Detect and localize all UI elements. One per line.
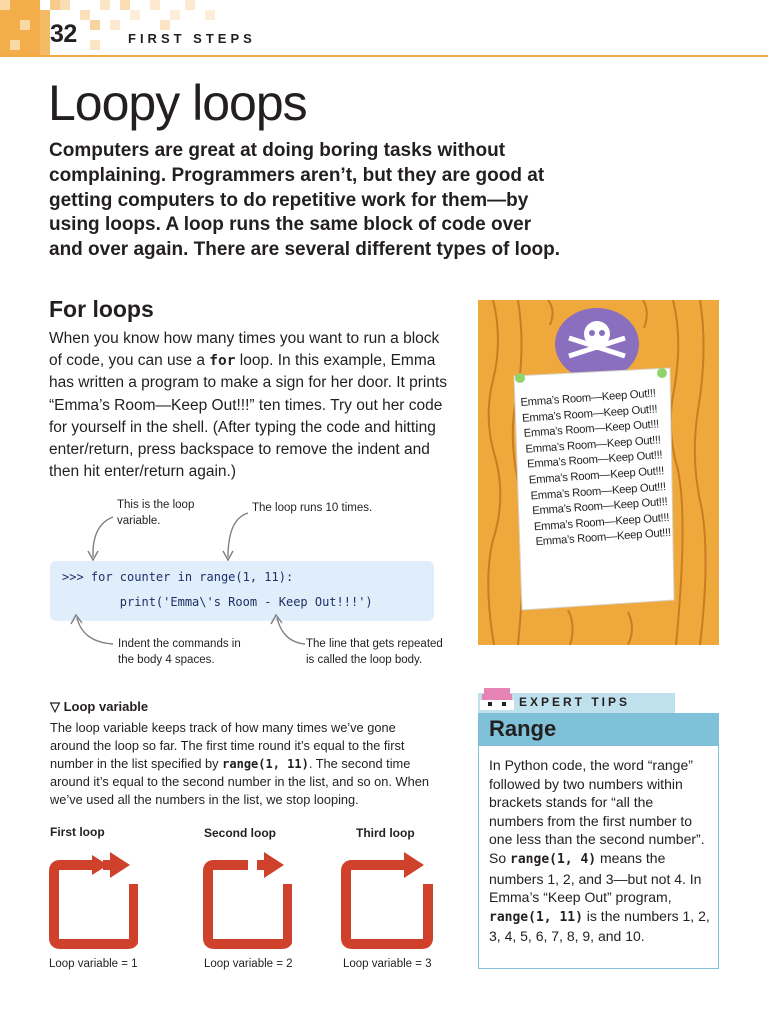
second-loop-caption: Loop variable = 2	[204, 958, 293, 970]
header-pixel-pattern	[0, 0, 230, 56]
page-number: 32	[50, 20, 77, 48]
for-loops-heading: For loops	[49, 296, 154, 322]
annotation-arrows-top	[80, 505, 280, 565]
for-loops-body: When you know how many times you want to run a block of code, you can use a for loop. In this example, Emma has written a program to make a sign for her door. It prints “Emma’s Room—Keep Out!!!” ten times. Try out her code for yourself in the shell. (After typing the code and hitting enter/return, press backspace to remove the indent and then hit enter/return again.)	[49, 330, 448, 481]
third-loop-label: Third loop	[356, 826, 415, 840]
annotation-loop-runs: The loop runs 10 times.	[252, 502, 373, 514]
annotation-indent: Indent the commands in the body 4 spaces.	[118, 638, 241, 666]
first-loop-caption: Loop variable = 1	[49, 958, 138, 970]
loop-variable-body: The loop variable keeps track of how many times we’ve gone around the loop so far. The first time round it’s equal to the first number in the list specified by range(1, 11). The second time around it’s equal to the second number in the list, and so on. When we’ve used all the numbers in the list, we stop looping.	[50, 720, 429, 807]
sign-text-line: Emma’s Room—Keep Out!!!	[528, 465, 665, 487]
sign-text	[520, 385, 690, 552]
third-loop-diagram	[340, 852, 440, 952]
header-divider	[0, 55, 768, 57]
expert-tips-title: Range	[489, 716, 557, 741]
sign-text-line: Emma’s Room—Keep Out!!!	[526, 449, 663, 472]
sign-text-line: Emma’s Room—Keep Out!!!	[523, 418, 660, 440]
second-loop-diagram	[202, 852, 292, 952]
sign-text-line: Emma’s Room—Keep Out!!!	[521, 403, 658, 425]
expert-tips-label: EXPERT TIPS	[519, 695, 631, 709]
sign-text-line: Emma’s Room—Keep Out!!!	[533, 511, 670, 534]
sign-text-line: Emma’s Room—Keep Out!!!	[531, 496, 668, 518]
expert-face-icon	[480, 686, 514, 710]
section-title: FIRST STEPS	[128, 31, 256, 46]
expert-tips-text: In Python code, the word “range” followed by two numbers within brackets stands for “all the numbers from the first number to one less than the second number”. So range(1, 4) means the numbers 1, 2, and 3—but not 4. In Emma’s “Keep Out” program, range(1, 11) is the numbers 1, 2, 3, 4, 5, 6, 7, 8, 9, and 10.	[489, 757, 710, 945]
intro-paragraph: Computers are great at doing boring tasks without complaining. Programmers aren’t, but they are good at getting computers to do repetitive work for them—by using loops. A loop runs the same block of code over and over again. There are several different types of loop.	[49, 140, 561, 261]
second-loop-label: Second loop	[204, 826, 276, 840]
page-title: Loopy loops	[48, 75, 307, 131]
annotation-loop-body: The line that gets repeated is called the loop body.	[306, 638, 443, 666]
sign-text-line: Emma’s Room—Keep Out!!!	[530, 480, 667, 503]
door-sign-illustration	[478, 300, 719, 645]
sign-text-line: Emma’s Room—Keep Out!!!	[535, 527, 672, 549]
third-loop-caption: Loop variable = 3	[343, 958, 432, 970]
first-loop-diagram	[48, 852, 138, 952]
sign-text-line: Emma’s Room—Keep Out!!!	[520, 387, 656, 409]
loop-variable-heading: ▽ Loop variable	[50, 699, 149, 714]
sign-text-line: Emma’s Room—Keep Out!!!	[525, 434, 662, 456]
code-line-1: >>> for counter in range(1, 11):	[62, 570, 294, 584]
first-loop-label: First loop	[50, 825, 105, 839]
code-line-2: print('Emma\'s Room - Keep Out!!!')	[62, 595, 373, 609]
annotation-loop-variable: This is the loop variable.	[117, 499, 195, 527]
